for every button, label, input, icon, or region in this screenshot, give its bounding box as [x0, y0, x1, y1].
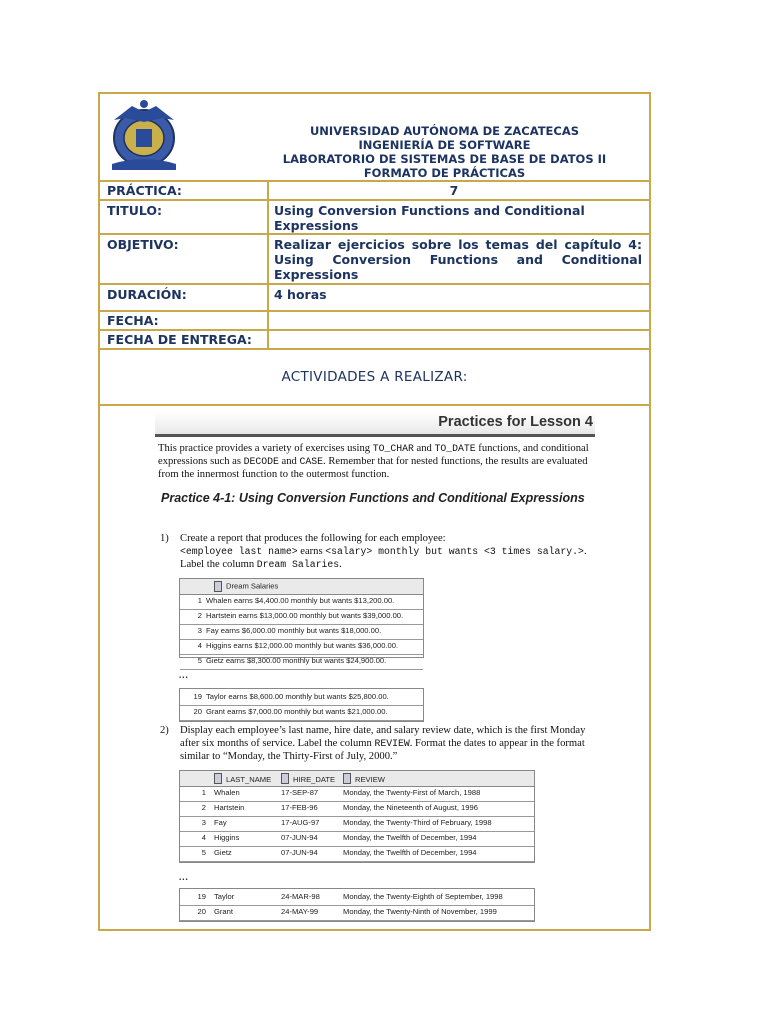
- intro-text: and: [278, 456, 300, 467]
- table-row: [180, 705, 423, 721]
- row-number: 1: [197, 596, 202, 605]
- row-number: 5: [197, 656, 202, 665]
- divider: [100, 199, 649, 201]
- question-text: . Format the dates to appear in the format similar to “Monday, the Thirty-First of July, 2000.”: [180, 738, 585, 762]
- hire-date-cell: 17-AUG-97: [281, 818, 320, 827]
- review-cell: Monday, the Twenty-Third of February, 1998: [343, 818, 492, 827]
- hire-date-cell: 24-MAY-99: [281, 907, 319, 916]
- dream-salaries-table-continued: [179, 688, 424, 722]
- code-term: DECODE: [243, 456, 279, 467]
- review-table-continued: [179, 888, 535, 922]
- row-number: 5: [201, 848, 206, 857]
- table-row: [180, 786, 534, 802]
- last-name-cell: Gietz: [214, 848, 232, 857]
- row-number: 1: [201, 788, 206, 797]
- divider: [100, 310, 649, 312]
- hire-date-cell: 24-MAR-98: [281, 892, 320, 901]
- row-number: 2: [197, 611, 202, 620]
- column-divider: [267, 180, 269, 350]
- review-cell: Monday, the Twelfth of December, 1994: [343, 848, 477, 857]
- ellipsis: ...: [179, 670, 189, 680]
- table-row: [180, 816, 534, 832]
- row-number: 19: [197, 892, 206, 901]
- dream-salary-cell: Higgins earns $12,000.00 monthly but wants $36,000.00.: [206, 641, 399, 650]
- dream-salary-cell: Whalen earns $4,400.00 monthly but wants $13,200.00.: [206, 596, 395, 605]
- code-term: <salary> monthly but wants <3 times salary.>: [325, 546, 584, 557]
- last-name-cell: Taylor: [214, 892, 235, 901]
- program-name: INGENIERÍA DE SOFTWARE: [358, 138, 531, 152]
- last-name-cell: Fay: [214, 818, 227, 827]
- review-cell: Monday, the Twelfth of December, 1994: [343, 833, 477, 842]
- column-icon: [281, 773, 289, 784]
- fecha-label: FECHA:: [107, 313, 159, 328]
- row-number: 2: [201, 803, 206, 812]
- table-row: [180, 654, 423, 670]
- table-header: [180, 579, 423, 595]
- practice-form: [98, 92, 651, 931]
- university-seal-logo: [104, 98, 184, 172]
- dream-salary-cell: Fay earns $6,000.00 monthly but wants $18,000.00.: [206, 626, 382, 635]
- last-name-cell: Hartstein: [214, 803, 245, 812]
- row-number: 3: [201, 818, 206, 827]
- question-text: Create a report that produces the following for each employee:: [180, 533, 446, 544]
- table-row: [180, 831, 534, 847]
- fecha-entrega-label: FECHA DE ENTREGA:: [107, 332, 252, 347]
- column-icon: [343, 773, 351, 784]
- review-cell: Monday, the Nineteenth of August, 1996: [343, 803, 478, 812]
- dream-salaries-table: [179, 578, 424, 665]
- code-term: CASE: [299, 456, 324, 467]
- divider: [100, 404, 649, 406]
- ellipsis: ...: [179, 872, 189, 882]
- table-row: [180, 609, 423, 625]
- form-title: FORMATO DE PRÁCTICAS: [363, 166, 526, 180]
- column-icon: [214, 773, 222, 784]
- practice-heading: Practice 4-1: Using Conversion Functions and Conditional Expressions: [161, 491, 585, 505]
- question-number: 2): [160, 725, 169, 736]
- table-row: [180, 639, 423, 655]
- intro-text: and: [413, 443, 435, 454]
- row-number: 4: [197, 641, 202, 650]
- column-header: Dream Salaries: [226, 581, 279, 591]
- table-row: [180, 624, 423, 640]
- review-cell: Monday, the Twenty-First of March, 1988: [343, 788, 481, 797]
- divider: [100, 233, 649, 235]
- review-cell: Monday, the Twenty-Ninth of November, 1999: [343, 907, 497, 916]
- review-cell: Monday, the Twenty-Eighth of September, 1998: [343, 892, 503, 901]
- code-term: TO_CHAR: [372, 443, 414, 454]
- table-row: [180, 594, 423, 610]
- question-text: . Label the column: [180, 546, 587, 570]
- intro-text: functions, and conditional expressions such as: [158, 443, 589, 467]
- lab-name: LABORATORIO DE SISTEMAS DE BASE DE DATOS II: [282, 152, 607, 166]
- table-row: [180, 890, 534, 906]
- divider: [100, 348, 649, 350]
- row-number: 19: [193, 692, 202, 701]
- duracion-label: DURACIÓN:: [107, 287, 187, 302]
- hire-date-cell: 07-JUN-94: [281, 848, 318, 857]
- row-number: 20: [197, 907, 206, 916]
- column-header-hire-date: HIRE_DATE: [293, 775, 336, 784]
- row-number: 20: [193, 707, 202, 716]
- lesson-title: Practices for Lesson 4: [438, 414, 593, 430]
- row-number: 3: [197, 626, 202, 635]
- university-name: UNIVERSIDAD AUTÓNOMA DE ZACATECAS: [309, 124, 580, 138]
- question-text: Display each employee’s last name, hire date, and salary review date, which is the first Monday after six months of service. Label the column: [180, 725, 586, 749]
- table-row: [180, 905, 534, 921]
- practica-value: 7: [449, 183, 459, 198]
- dream-salary-cell: Gietz earns $8,300.00 monthly but wants $24,900.00.: [206, 656, 387, 665]
- dream-salary-cell: Grant earns $7,000.00 monthly but wants $21,000.00.: [206, 707, 388, 716]
- dream-salary-cell: Taylor earns $8,600.00 monthly but wants $25,800.00.: [206, 692, 389, 701]
- column-header-review: REVIEW: [355, 775, 385, 784]
- question-1: [158, 532, 596, 571]
- review-table: [179, 770, 535, 863]
- lesson-header-bar: [155, 412, 595, 437]
- table-row: [180, 801, 534, 817]
- intro-text: This practice provides a variety of exercises using: [158, 443, 373, 454]
- column-icon: [214, 581, 222, 592]
- code-term: <employee last name>: [180, 546, 298, 557]
- titulo-label: TITULO:: [107, 203, 162, 218]
- duracion-value: 4 horas: [274, 287, 327, 302]
- objetivo-label: OBJETIVO:: [107, 237, 179, 252]
- row-number: 4: [201, 833, 206, 842]
- table-header: [180, 771, 534, 787]
- hire-date-cell: 07-JUN-94: [281, 833, 318, 842]
- last-name-cell: Higgins: [214, 833, 240, 842]
- hire-date-cell: 17-SEP-87: [281, 788, 319, 797]
- activities-title: ACTIVIDADES A REALIZAR:: [281, 369, 468, 385]
- objetivo-value: Realizar ejercicios sobre los temas del capítulo 4: Using Conversion Functions and Conditional Expressions: [274, 237, 642, 282]
- dream-salary-cell: Hartstein earns $13,000.00 monthly but wants $39,000.00.: [206, 611, 404, 620]
- last-name-cell: Grant: [214, 907, 233, 916]
- titulo-value: Using Conversion Functions and Conditional Expressions: [274, 203, 585, 233]
- code-term: Dream Salaries: [256, 559, 340, 570]
- column-header-last-name: LAST_NAME: [226, 775, 272, 784]
- question-text: .: [339, 559, 342, 570]
- hire-date-cell: 17-FEB-96: [281, 803, 318, 812]
- question-number: 1): [160, 533, 169, 544]
- divider: [100, 180, 649, 182]
- intro-paragraph: [158, 442, 596, 481]
- divider: [100, 329, 649, 331]
- question-text: earns: [297, 546, 326, 557]
- intro-text: . Remember that for nested functions, the results are evaluated from the innermost function to the outermost function.: [158, 456, 588, 480]
- table-row: [180, 690, 423, 706]
- code-term: REVIEW: [374, 738, 410, 749]
- code-term: TO_DATE: [434, 443, 476, 454]
- practica-label: PRÁCTICA:: [107, 183, 182, 198]
- table-row: [180, 846, 534, 862]
- question-2: [158, 724, 596, 763]
- last-name-cell: Whalen: [214, 788, 240, 797]
- divider: [100, 283, 649, 285]
